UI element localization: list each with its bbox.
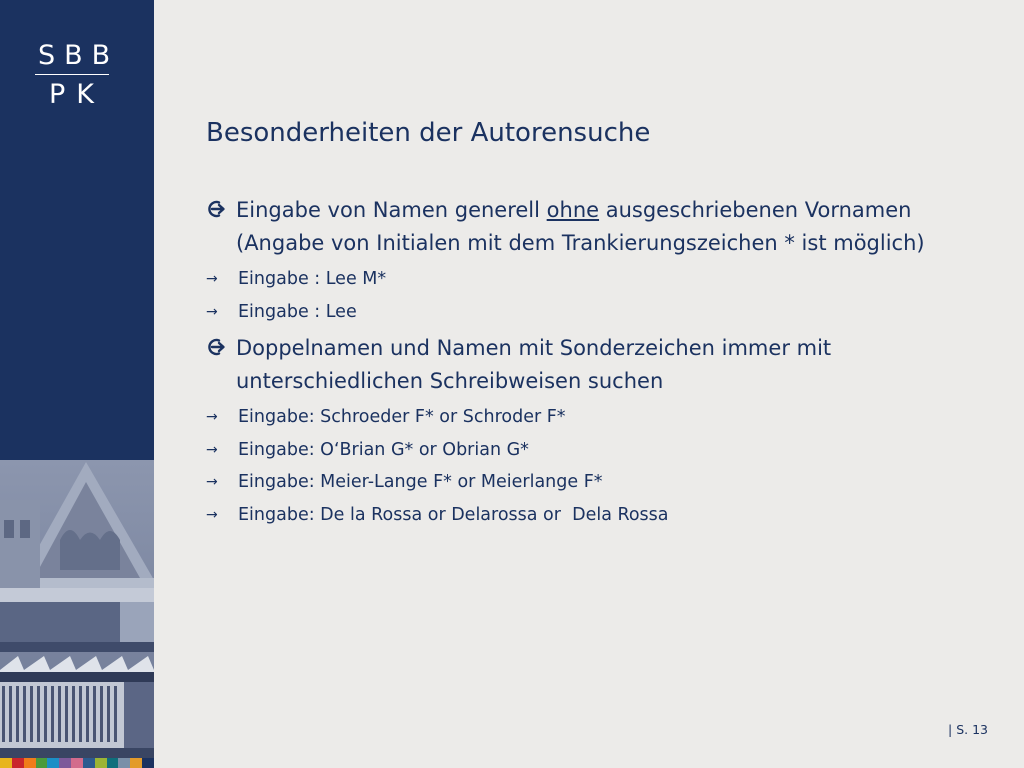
sub-bullet-text: Eingabe: De la Rossa or Delarossa or Dela Rossa: [238, 504, 669, 525]
color-strip-segment: [71, 758, 83, 768]
logo-top-text: SBB: [38, 40, 120, 71]
bullet-text-segment: ausgeschriebenen Vornamen (Angabe von Initialen mit dem Trankierungszeichen * ist möglich): [236, 198, 925, 255]
sub-bullet-text: Eingabe : Lee: [238, 301, 357, 322]
color-strip-segment: [118, 758, 130, 768]
color-strip-segment: [107, 758, 119, 768]
sub-bullet-list: [206, 401, 926, 531]
arrow-right-icon: →: [206, 409, 218, 425]
arrow-right-icon: →: [206, 474, 218, 490]
color-strip-segment: [0, 758, 12, 768]
sub-bullet-text: Eingabe: Meier-Lange F* or Meierlange F*: [238, 472, 603, 492]
color-strip-segment: [24, 758, 36, 768]
bullet-item: [206, 194, 926, 259]
sbb-pk-logo: [30, 40, 120, 110]
color-strip-segment: [95, 758, 107, 768]
slide-title: Besonderheiten der Autorensuche: [206, 118, 651, 148]
bullet-list: [206, 194, 926, 535]
color-strip-segment: [142, 758, 154, 768]
sub-bullet-list: [206, 263, 926, 328]
sub-bullet-text: Eingabe: O‘Brian G* or Obrian G*: [238, 439, 529, 460]
arrow-right-icon: →: [206, 271, 218, 287]
bullet-text-segment: Doppelnamen und Namen mit Sonderzeichen immer mit unterschiedlichen Schreibweisen suchen: [236, 336, 832, 393]
color-strip-segment: [47, 758, 59, 768]
circled-arrow-icon: [206, 196, 226, 222]
arrow-right-icon: →: [206, 441, 218, 458]
color-strip-segment: [12, 758, 24, 768]
sub-bullet-item: [206, 434, 926, 467]
page-number: | S. 13: [948, 722, 988, 737]
bullet-text: [236, 336, 831, 393]
color-strip-segment: [59, 758, 71, 768]
sidebar: [0, 0, 154, 768]
sub-bullet-item: [206, 263, 926, 296]
building-photo-image: [0, 460, 154, 758]
circled-arrow-icon: [206, 334, 226, 360]
color-strip: [0, 758, 154, 768]
logo-bottom-text: PK: [49, 79, 105, 110]
sub-bullet-text: Eingabe: Schroeder F* or Schroder F*: [238, 407, 566, 427]
bullet-text: [236, 198, 925, 255]
building-photo-collage: [0, 460, 154, 758]
arrow-right-icon: →: [206, 506, 218, 523]
sub-bullet-text: Eingabe : Lee M*: [238, 269, 387, 289]
color-strip-segment: [83, 758, 95, 768]
bullet-text-segment: Eingabe von Namen generell: [236, 198, 547, 222]
logo-divider: [35, 74, 109, 75]
color-strip-segment: [36, 758, 48, 768]
bullet-item: [206, 332, 926, 397]
arrow-right-icon: →: [206, 303, 218, 320]
sub-bullet-item: [206, 296, 926, 329]
sub-bullet-item: [206, 499, 926, 532]
color-strip-segment: [130, 758, 142, 768]
emphasis-text: ohne: [546, 198, 600, 222]
sub-bullet-item: [206, 466, 926, 499]
sub-bullet-item: [206, 401, 926, 434]
